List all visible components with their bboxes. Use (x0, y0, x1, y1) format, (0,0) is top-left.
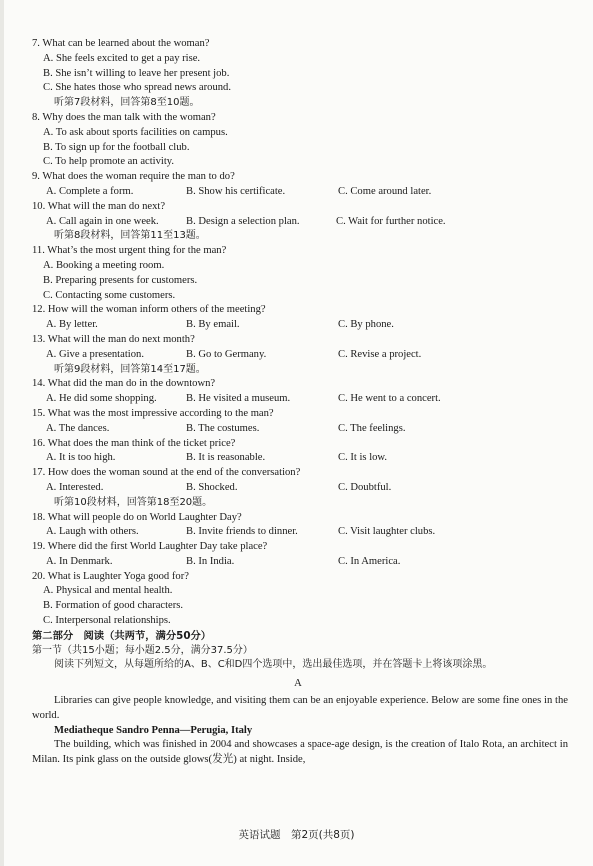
question-16 (28, 437, 568, 467)
section-title: 第一节（共15小题；每小题2.5分，满分37.5分） (32, 644, 253, 656)
option-a: A. Give a presentation. (46, 348, 144, 360)
options-row (28, 318, 568, 333)
options-row (28, 185, 568, 200)
option-c: C. Visit laughter clubs. (338, 526, 436, 538)
option-c: C. Doubtful. (338, 481, 392, 493)
option-c: C. Contacting some customers. (43, 289, 176, 301)
option-a: A. It is too high. (46, 452, 116, 464)
question-19 (28, 540, 568, 570)
question-stem: 8. Why does the man talk with the woman? (32, 111, 216, 123)
option-b: B. Formation of good characters. (43, 600, 184, 612)
passage-letter: A (294, 678, 302, 690)
options-row (28, 422, 568, 437)
passage-heading: Mediatheque Sandro Penna—Perugia, Italy (54, 724, 253, 736)
scan-edge (0, 0, 4, 866)
option-b: B. In India. (186, 555, 235, 567)
question-stem: 18. What will people do on World Laughter Day? (32, 511, 242, 523)
question-stem: 9. What does the woman require the man to do? (32, 171, 235, 183)
section-instruction: 阅读下列短文，从每题所给的A、B、C和D四个选项中，选出最佳选项，并在答题卡上将该项涂黑。 (54, 659, 493, 671)
listening-note: 听第9段材料，回答第14至17题。 (54, 363, 206, 375)
question-7 (28, 37, 568, 111)
options-row (28, 481, 568, 496)
option-b: B. It is reasonable. (186, 452, 266, 464)
question-8 (28, 111, 568, 170)
question-9 (28, 170, 568, 200)
option-a: A. In Denmark. (46, 555, 113, 567)
question-stem: 11. What’s the most urgent thing for the man? (32, 245, 227, 257)
option-c: C. By phone. (338, 319, 394, 331)
option-c: C. To help promote an activity. (43, 156, 175, 168)
option-c: C. Wait for further notice. (336, 215, 446, 227)
options-row (28, 451, 568, 466)
question-14 (28, 377, 568, 407)
question-stem: 20. What is Laughter Yoga good for? (32, 570, 189, 582)
option-c: C. He went to a concert. (338, 393, 441, 405)
question-12 (28, 303, 568, 333)
option-c: C. Come around later. (338, 185, 432, 197)
option-b: B. Go to Germany. (186, 348, 267, 360)
question-11 (28, 244, 568, 303)
option-c: C. The feelings. (338, 422, 406, 434)
question-stem: 12. How will the woman inform others of the meeting? (32, 304, 266, 316)
question-20 (28, 570, 568, 629)
options-row (28, 215, 568, 230)
option-a: A. Interested. (46, 481, 104, 493)
option-c: C. Revise a project. (338, 348, 422, 360)
question-stem: 16. What does the man think of the ticket price? (32, 437, 236, 449)
option-b: B. The costumes. (186, 422, 260, 434)
page-footer: 英语试题 第2页(共8页) (238, 829, 355, 841)
part-title: 第二部分 阅读（共两节，满分50分） (32, 629, 212, 642)
option-c: C. She hates those who spread news around. (43, 82, 232, 94)
question-18 (28, 511, 568, 541)
option-b: B. Show his certificate. (186, 185, 286, 197)
option-c: C. It is low. (338, 452, 388, 464)
question-stem: 13. What will the man do next month? (32, 333, 195, 345)
question-stem: 19. Where did the first World Laughter Day take place? (32, 541, 268, 553)
option-b: B. Preparing presents for customers. (43, 274, 198, 286)
option-c: C. In America. (338, 555, 401, 567)
option-a: A. Call again in one week. (46, 215, 159, 227)
option-b: B. Design a selection plan. (186, 215, 300, 227)
question-stem: 14. What did the man do in the downtown? (32, 378, 216, 390)
question-10 (28, 200, 568, 244)
option-a: A. Laugh with others. (46, 526, 139, 538)
options-row (28, 392, 568, 407)
exam-page (28, 37, 568, 768)
option-b: B. He visited a museum. (186, 393, 291, 405)
question-17 (28, 466, 568, 510)
option-a: A. She feels excited to get a pay rise. (43, 52, 201, 64)
option-a: A. Physical and mental health. (43, 585, 173, 597)
option-c: C. Interpersonal relationships. (43, 615, 171, 627)
option-a: A. To ask about sports facilities on campus. (43, 126, 228, 138)
question-stem: 7. What can be learned about the woman? (32, 38, 210, 49)
option-b: B. Shocked. (186, 481, 238, 493)
passage-body: The building, which was finished in 2004 and showcases a space-age design, is the creation of Italo Rota, an architect in Milan. Its pink glass on the outside glows(发光) at night. Inside, (32, 739, 568, 766)
option-a: A. Complete a form. (46, 185, 134, 197)
listening-note: 听第10段材料，回答第18至20题。 (54, 496, 213, 508)
option-b: B. She isn’t willing to leave her present job. (43, 67, 230, 79)
options-row (28, 555, 568, 570)
option-b: B. Invite friends to dinner. (186, 526, 298, 538)
listening-note: 听第7段材料，回答第8至10题。 (54, 97, 200, 109)
listening-note: 听第8段材料，回答第11至13题。 (54, 230, 206, 242)
question-15 (28, 407, 568, 437)
question-stem: 17. How does the woman sound at the end of the conversation? (32, 467, 301, 479)
option-a: A. He did some shopping. (46, 393, 157, 405)
option-a: A. The dances. (46, 422, 110, 434)
options-row (28, 348, 568, 363)
option-b: B. By email. (186, 319, 240, 331)
passage-intro: Libraries can give people knowledge, and visiting them can be an enjoyable experience. Below are some fine ones in the world. (32, 695, 568, 721)
question-stem: 10. What will the man do next? (32, 200, 166, 212)
option-a: A. By letter. (46, 319, 98, 331)
options-row (28, 525, 568, 540)
question-stem: 15. What was the most impressive according to the man? (32, 407, 274, 419)
option-b: B. To sign up for the football club. (43, 141, 190, 153)
option-a: A. Booking a meeting room. (43, 259, 165, 271)
question-13 (28, 333, 568, 377)
